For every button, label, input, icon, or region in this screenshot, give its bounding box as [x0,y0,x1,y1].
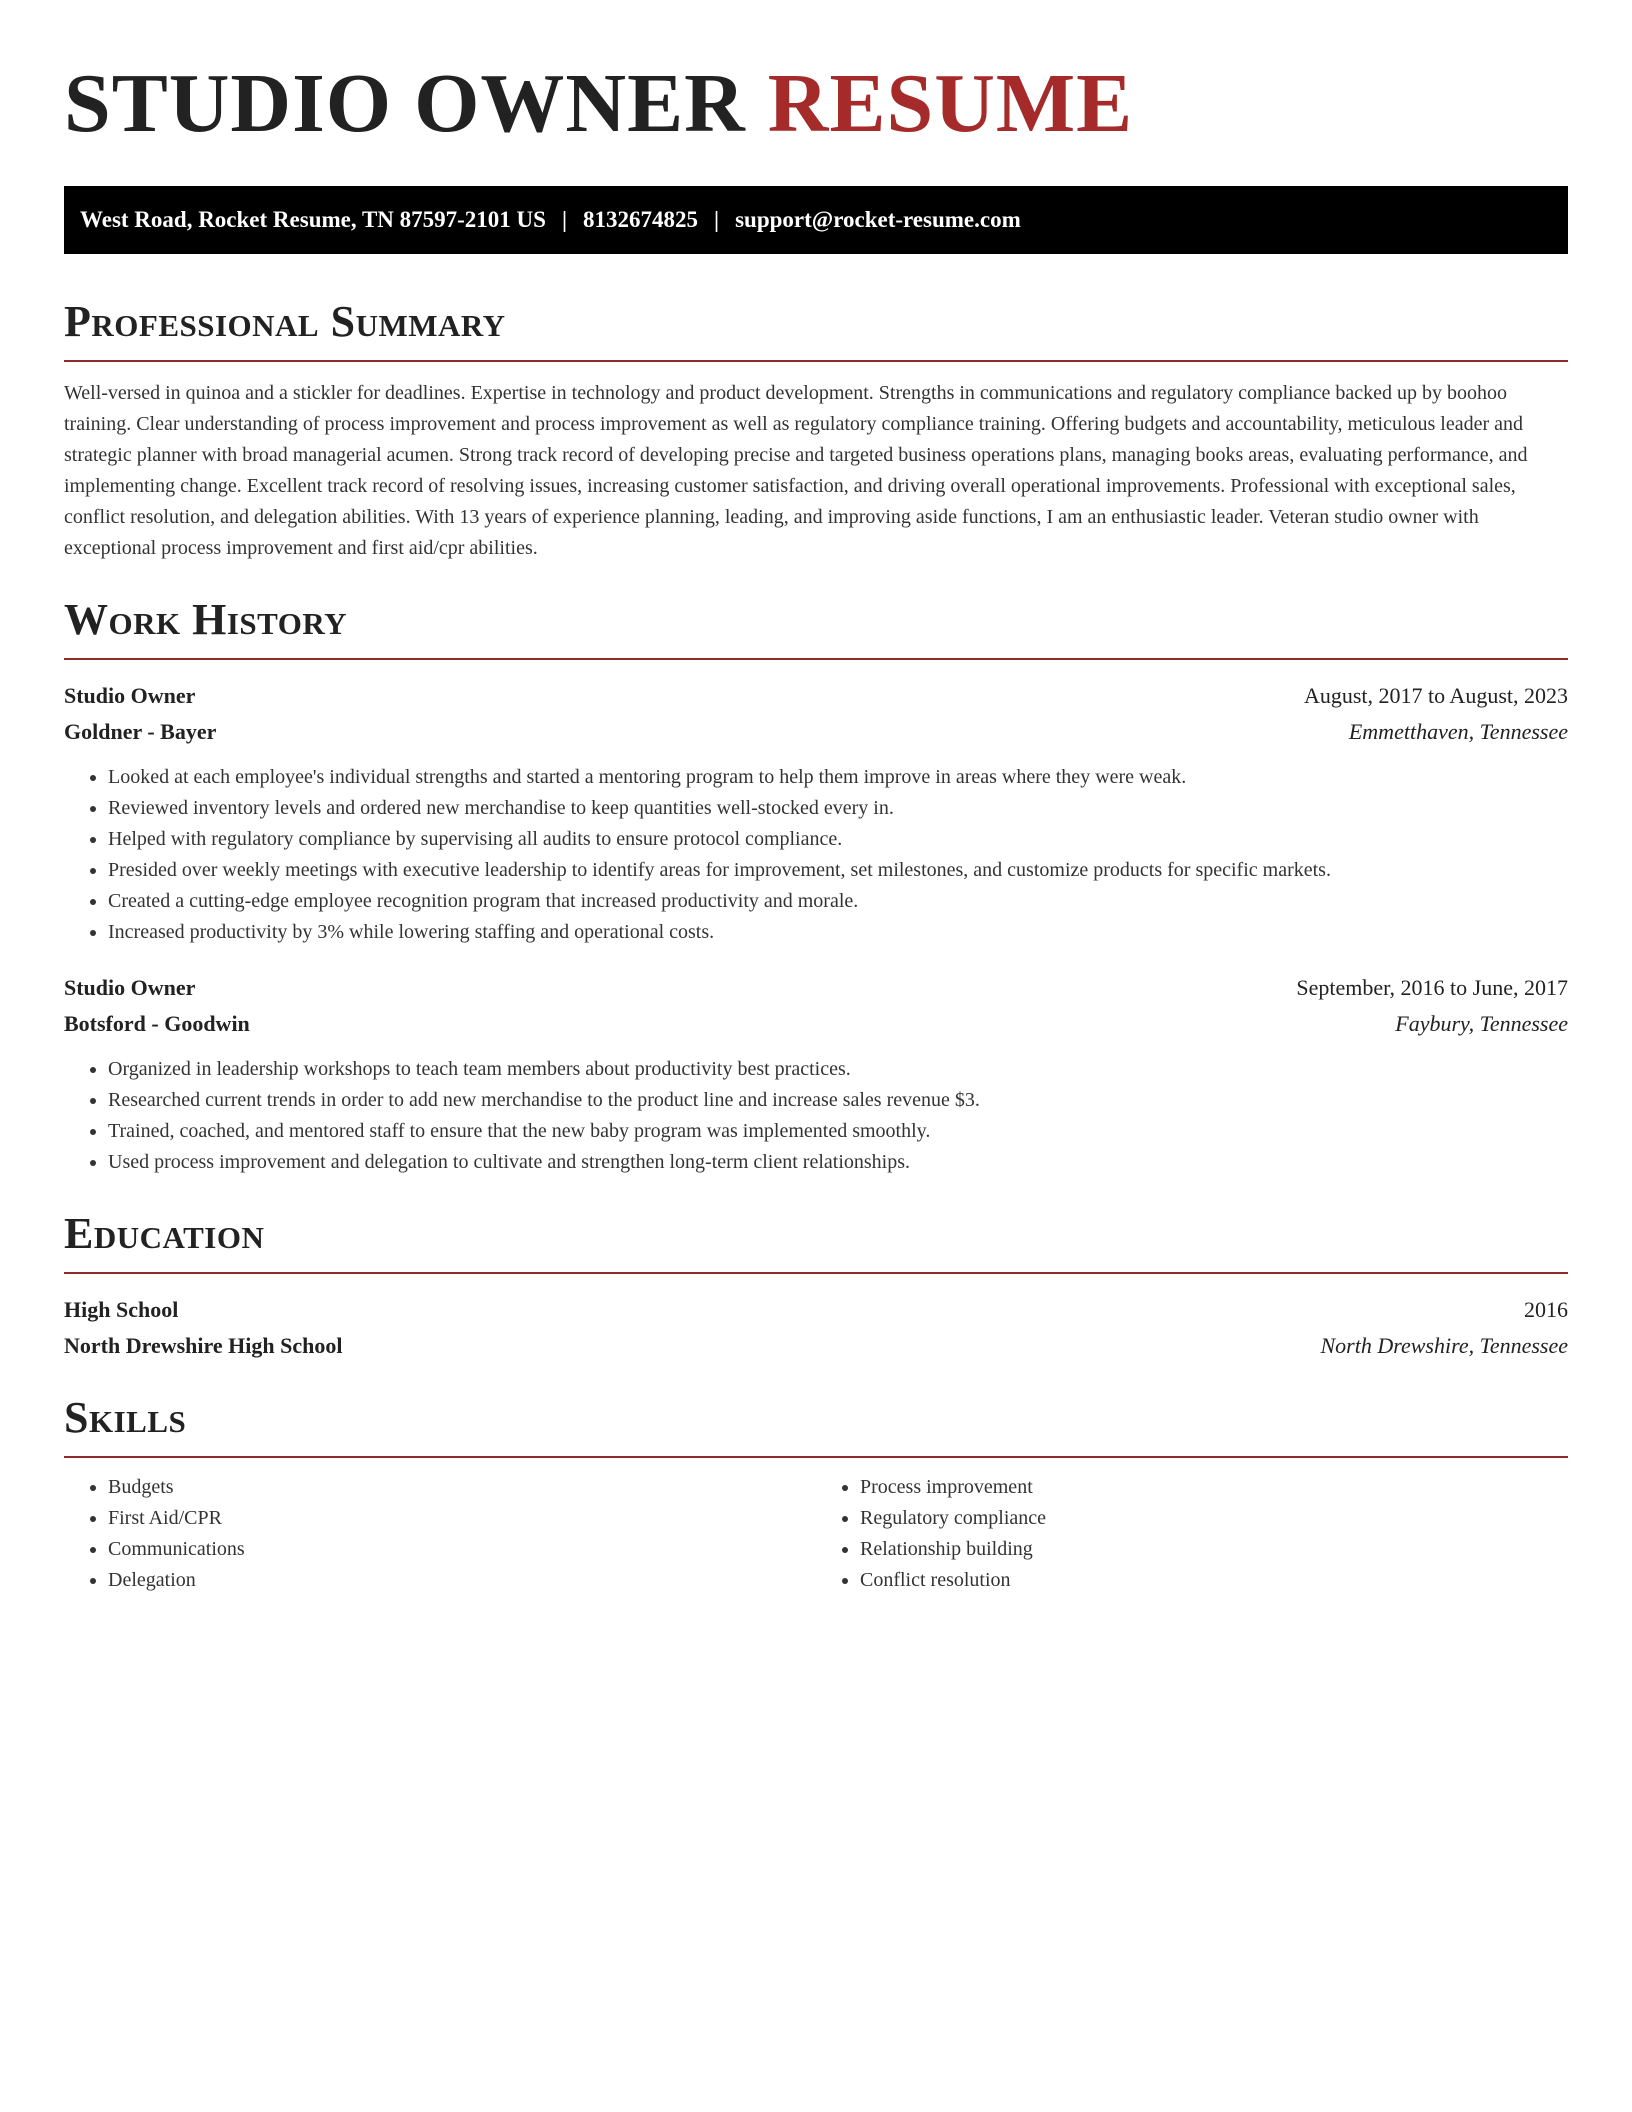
resume-title [64,0,1568,152]
education-section [64,1208,1568,1364]
job-title: Studio Owner [64,975,196,1000]
job-entry [64,678,1568,948]
job-bullet: • Helped with regulatory compliance by supervising all audits to ensure protocol compliance. [108,824,1568,855]
education-year: 2016 [1524,1297,1568,1322]
job-location: Emmetthaven, Tennessee [1348,719,1568,744]
title-accent: RESUME [767,57,1134,150]
skill-item: • First Aid/CPR [108,1503,816,1534]
contact-address: West Road, Rocket Resume, TN 87597-2101 US [80,207,546,232]
job-bullet: • Used process improvement and delegation to cultivate and strengthen long-term client relationships. [108,1147,1568,1178]
skills-grid [64,1472,1568,1596]
job-title: Studio Owner [64,683,196,708]
education-school: North Drewshire High School [64,1333,343,1358]
skills-section [64,1392,1568,1596]
contact-bar [64,186,1568,254]
skills-heading: Skills [64,1392,1568,1458]
job-dates: September, 2016 to June, 2017 [1296,975,1568,1000]
job-company: Botsford - Goodwin [64,1011,250,1036]
education-degree: High School [64,1297,179,1322]
skill-item: • Conflict resolution [860,1565,1568,1596]
job-bullet: • Organized in leadership workshops to teach team members about productivity best practices. [108,1054,1568,1085]
summary-heading: Professional Summary [64,296,1568,362]
job-dates: August, 2017 to August, 2023 [1303,683,1568,708]
education-location: North Drewshire, Tennessee [1320,1333,1568,1358]
work-history-section [64,594,1568,1178]
skill-item: • Communications [108,1534,816,1565]
job-bullet: • Looked at each employee's individual strengths and started a mentoring program to help them improve in areas where they were weak. [108,762,1568,793]
job-header-row [64,678,1568,714]
job-company-row [64,1006,1568,1042]
skills-list-right [816,1472,1568,1596]
skill-item: • Budgets [108,1472,816,1503]
education-header-row [64,1292,1568,1328]
job-bullet: • Created a cutting-edge employee recognition program that increased productivity and morale. [108,886,1568,917]
skill-item: • Relationship building [860,1534,1568,1565]
contact-separator: | [561,207,568,232]
job-entry [64,970,1568,1178]
job-bullet: • Researched current trends in order to add new merchandise to the product line and increase sales revenue $3. [108,1085,1568,1116]
skill-item: • Regulatory compliance [860,1503,1568,1534]
skills-column-right [816,1472,1568,1596]
title-main: STUDIO OWNER [64,57,746,150]
job-bullet: • Increased productivity by 3% while lowering staffing and operational costs. [108,917,1568,948]
job-bullet: • Presided over weekly meetings with executive leadership to identify areas for improvement, set milestones, and customize products for specific markets. [108,855,1568,886]
skills-column-left [64,1472,816,1596]
contact-phone: 8132674825 [583,207,699,232]
summary-text: Well-versed in quinoa and a stickler for deadlines. Expertise in technology and product development. Strengths in communications and regulatory compliance backed up by boohoo training. Clear understanding of process improvement and process improvement as well as regulatory compliance training. Offering budgets and accountability, meticulous leader and strategic planner with broad managerial acumen. Strong track record of developing precise and targeted business operations plans, managing books areas, evaluating performance, and implementing change. Excellent track record of resolving issues, increasing customer satisfaction, and driving overall operational improvements. Professional with exceptional sales, conflict resolution, and delegation abilities. With 13 years of experience planning, leading, and improving aside functions, I am an enthusiastic leader. Veteran studio owner with exceptional process improvement and first aid/cpr abilities. [64,382,1528,559]
contact-separator: | [714,207,720,232]
education-heading: Education [64,1208,1568,1274]
education-school-row [64,1328,1568,1364]
skill-item: • Process improvement [860,1472,1568,1503]
job-company-row [64,714,1568,750]
job-bullets [64,762,1568,948]
contact-email: support@rocket-resume.com [735,207,1021,232]
job-location: Faybury, Tennessee [1395,1011,1568,1036]
job-bullet: • Reviewed inventory levels and ordered new merchandise to keep quantities well-stocked every in. [108,793,1568,824]
work-history-heading: Work History [64,594,1568,660]
job-bullets [64,1054,1568,1178]
job-bullet: • Trained, coached, and mentored staff to ensure that the new baby program was implemented smoothly. [108,1116,1568,1147]
job-company: Goldner - Bayer [64,719,217,744]
skills-list-left [64,1472,816,1596]
summary-section [64,296,1568,564]
job-header-row [64,970,1568,1006]
skill-item: • Delegation [108,1565,816,1596]
